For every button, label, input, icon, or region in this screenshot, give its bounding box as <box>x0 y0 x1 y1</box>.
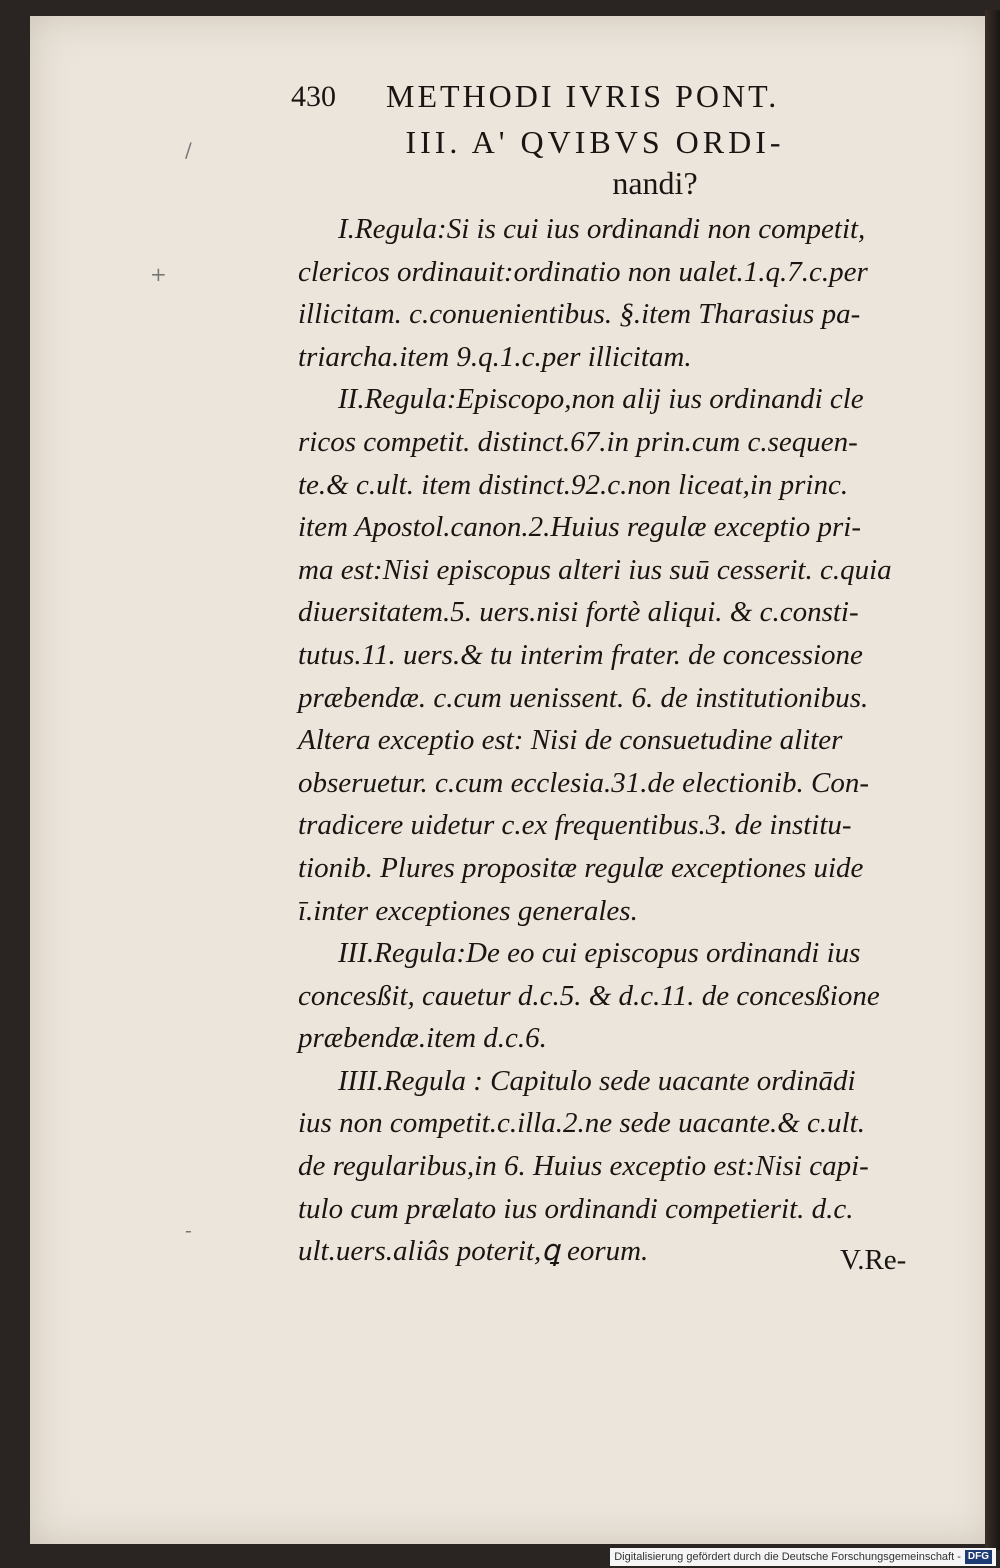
running-head <box>291 78 881 118</box>
text-line: præbendæ. c.cum uenissent. 6. de institutionibus. <box>298 681 869 714</box>
text-line: II.Regula:Episcopo,non alij ius ordinandi cle <box>338 383 864 416</box>
section-heading <box>300 124 890 202</box>
page-edge <box>985 10 1000 1550</box>
text-line: ricos competit. distinct.67.in prin.cum c.sequen- <box>298 425 858 458</box>
running-title: METHODI IVRIS PONT. <box>386 78 780 114</box>
text-line: diuersitatem.5. uers.nisi fortè aliqui. & c.consti- <box>298 596 859 629</box>
margin-mark: + <box>150 262 167 286</box>
text-line: III.Regula:De eo cui episcopus ordinandi ius <box>338 937 861 970</box>
text-line: tionib. Plures propositæ regulæ exceptiones uide <box>298 851 864 884</box>
page-number: 430 <box>291 80 336 113</box>
text-line: triarcha.item 9.q.1.c.per illicitam. <box>298 340 692 373</box>
margin-mark: / <box>185 138 192 162</box>
text-line: illicitam. c.conuenientibus. §.item Tharasius pa- <box>298 298 861 331</box>
text-line: concesßit, cauetur d.c.5. & d.c.11. de concesßione <box>298 979 880 1012</box>
text-body <box>298 208 926 1273</box>
footer-text: Digitalisierung gefördert durch die Deutsche Forschungsgemeinschaft - <box>614 1551 961 1563</box>
text-line: item Apostol.canon.2.Huius regulæ exceptio pri- <box>298 511 862 544</box>
catchword: V.Re- <box>840 1244 907 1276</box>
text-line: præbendæ.item d.c.6. <box>298 1022 547 1055</box>
text-line: obseruetur. c.cum ecclesia.31.de electionib. Con- <box>298 766 869 799</box>
text-line: tutus.11. uers.& tu interim frater. de concessione <box>298 638 863 671</box>
section-heading-line: nandi? <box>612 165 698 201</box>
text-line: tradicere uidetur c.ex frequentibus.3. de institu- <box>298 809 852 842</box>
text-line: IIII.Regula : Capitulo sede uacante ordinādi <box>338 1064 856 1097</box>
text-line: clericos ordinauit:ordinatio non ualet.1.q.7.c.per <box>298 255 868 288</box>
text-line: ī.inter exceptiones generales. <box>298 894 638 927</box>
funding-footer <box>610 1548 996 1566</box>
dfg-logo: DFG <box>965 1550 992 1564</box>
section-heading-line: III. A' QVIBVS ORDI- <box>405 124 785 160</box>
margin-mark: - <box>185 1218 192 1242</box>
text-line: ma est:Nisi episcopus alteri ius suū cesserit. c.quia <box>298 553 892 586</box>
text-line: Altera exceptio est: Nisi de consuetudine aliter <box>298 724 843 757</box>
text-line: I.Regula:Si is cui ius ordinandi non competit, <box>338 213 866 245</box>
text-line: ult.uers.aliâs poterit,ꝗ eorum. <box>298 1235 649 1268</box>
text-line: tulo cum prælato ius ordinandi competierit. d.c. <box>298 1192 854 1225</box>
text-line: ius non competit.c.illa.2.ne sede uacante.& c.ult. <box>298 1107 865 1140</box>
text-line: te.& c.ult. item distinct.92.c.non liceat,in princ. <box>298 468 849 501</box>
text-line: de regularibus,in 6. Huius exceptio est:Nisi capi- <box>298 1150 869 1183</box>
